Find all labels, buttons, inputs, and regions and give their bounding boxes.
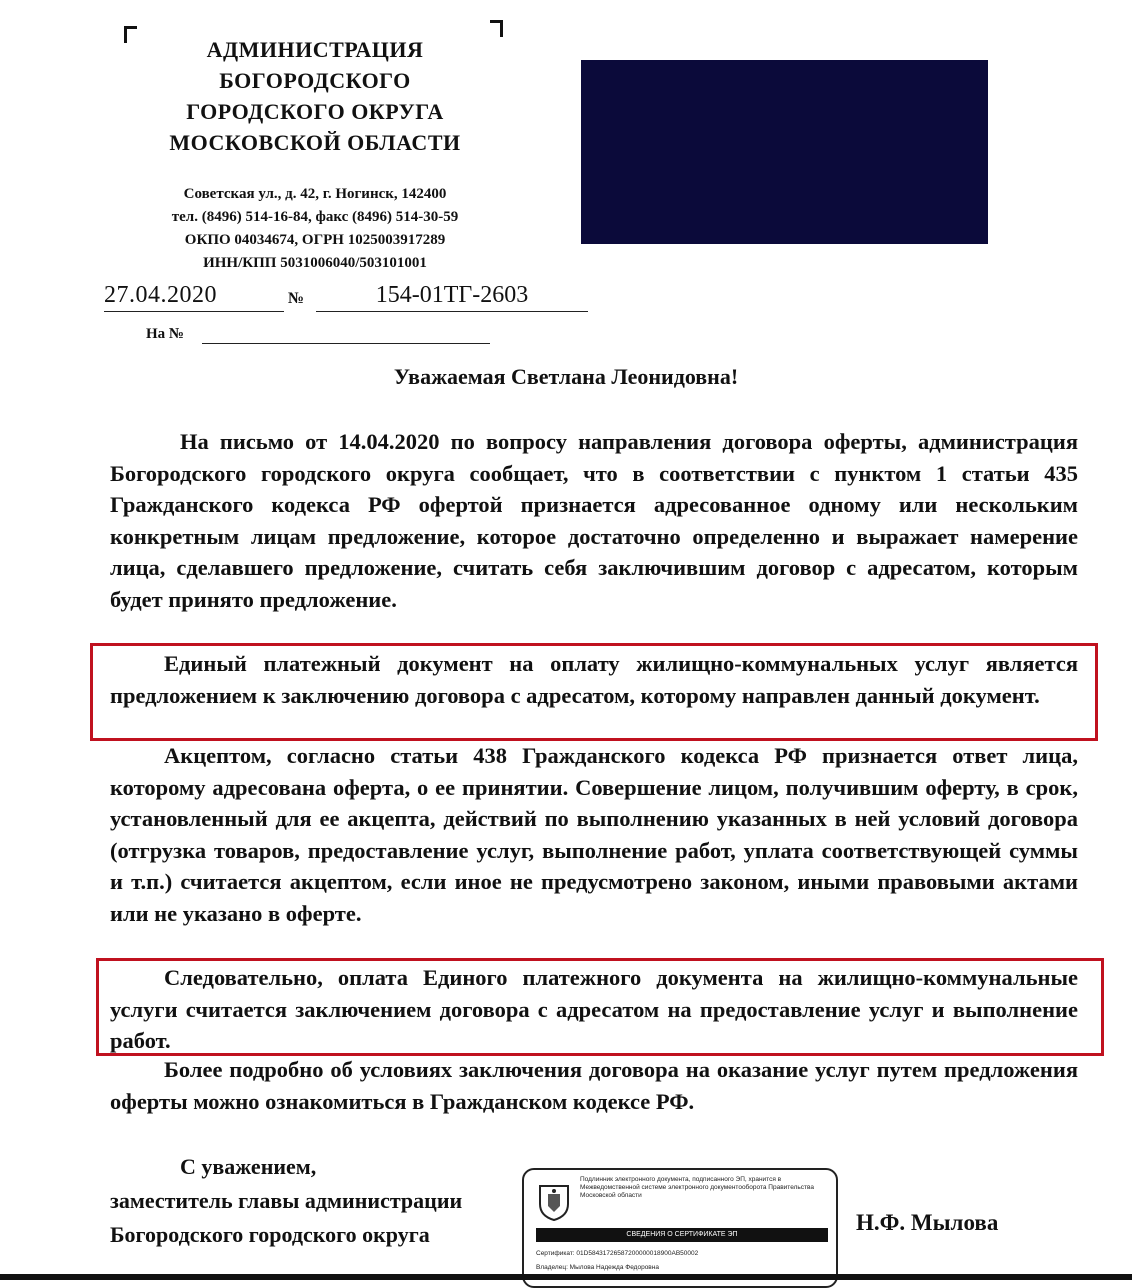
- paragraph-4: Следовательно, оплата Единого платежного документа на жилищно-коммунальные услуги считается заключением договора с адресатом на предоставление услуг и выполнение работ.: [110, 965, 1078, 1053]
- number-sign: №: [288, 290, 305, 307]
- org-line: ГОРОДСКОГО ОКРУГА: [186, 99, 444, 124]
- signer-position-line-1: заместитель главы администрации: [110, 1188, 463, 1213]
- reference-row: [146, 326, 496, 343]
- signature-block: [110, 1150, 530, 1252]
- address-line: ОКПО 04034674, ОГРН 1025003917289: [184, 232, 446, 248]
- reference-blank-line: [202, 343, 490, 344]
- date-number-row: [104, 282, 529, 318]
- reference-label: На №: [146, 326, 184, 342]
- closing: С уважением,: [180, 1154, 317, 1179]
- paragraph-2: Единый платежный документ на оплату жилищно-коммунальных услуг является предложением к заключению договора с адресатом, которому направлен данный документ.: [110, 651, 1078, 708]
- paragraph-1: На письмо от 14.04.2020 по вопросу направления договора оферты, администрация Богородского городского округа сообщает, что в соответствии с пунктом 1 статьи 435 Гражданского кодекса РФ офертой признается адресованное одному или нескольким конкретным лицам предложение, которое достаточно определенно и выражает намерение лица, сделавшего предложение, считать себя заключившим договор с адресатом, которым будет принято предложение.: [110, 429, 1078, 612]
- greeting: Уважаемая Светлана Леонидовна!: [393, 364, 739, 389]
- org-line: МОСКОВСКОЙ ОБЛАСТИ: [169, 130, 461, 155]
- highlight-box-1: [90, 643, 1098, 741]
- highlight-box-2: [96, 958, 1104, 1056]
- signer-position-line-2: Богородского городского округа: [110, 1222, 430, 1247]
- org-line: БОГОРОДСКОГО: [219, 68, 411, 93]
- org-line: АДМИНИСТРАЦИЯ: [206, 37, 424, 62]
- paragraph-3: Акцептом, согласно статьи 438 Гражданского кодекса РФ признается ответ лица, которому адресована оферта, о ее принятии. Совершение лицом, получившим оферту, в срок, установленный для ее акцепта, действий по выполнению указанных в ней условий договора (отгрузка товаров, предоставление услуг, выполнение работ, уплата соответствующей суммы и т.п.) считается акцептом, если иное не предусмотрено законом, иными правовыми актами или не указано в оферте.: [110, 743, 1078, 926]
- redacted-recipient-block: [581, 60, 988, 244]
- electronic-signature-stamp: [522, 1168, 838, 1288]
- document-date: 27.04.2020: [104, 282, 284, 312]
- stamp-note: Подлинник электронного документа, подписанного ЭП, хранится в Межведомственной системе электронного документооборота Правительства Московской области: [580, 1176, 814, 1199]
- organization-name: [120, 34, 510, 158]
- stamp-owner: Владелец: Мылова Надежда Федоровна: [536, 1264, 659, 1271]
- stamp-certificate: Сертификат: 01D58431726587200000018900AB50002: [536, 1250, 699, 1257]
- coat-of-arms-icon: [536, 1182, 572, 1222]
- bottom-edge-bar: [0, 1274, 1132, 1280]
- address-line: Советская ул., д. 42, г. Ногинск, 142400: [183, 186, 447, 202]
- paragraph-5: Более подробно об условиях заключения договора на оказание услуг путем предложения оферты можно ознакомиться в Гражданском кодексе РФ.: [110, 1057, 1078, 1114]
- address-line: тел. (8496) 514-16-84, факс (8496) 514-30-59: [171, 209, 459, 225]
- address-line: ИНН/КПП 5031006040/503101001: [203, 255, 427, 271]
- stamp-header-bar: СВЕДЕНИЯ О СЕРТИФИКАТЕ ЭП: [536, 1228, 828, 1242]
- document-number: 154-01ТГ-2603: [316, 282, 588, 312]
- organization-address: [118, 183, 512, 275]
- signer-name: Н.Ф. Мылова: [856, 1210, 999, 1235]
